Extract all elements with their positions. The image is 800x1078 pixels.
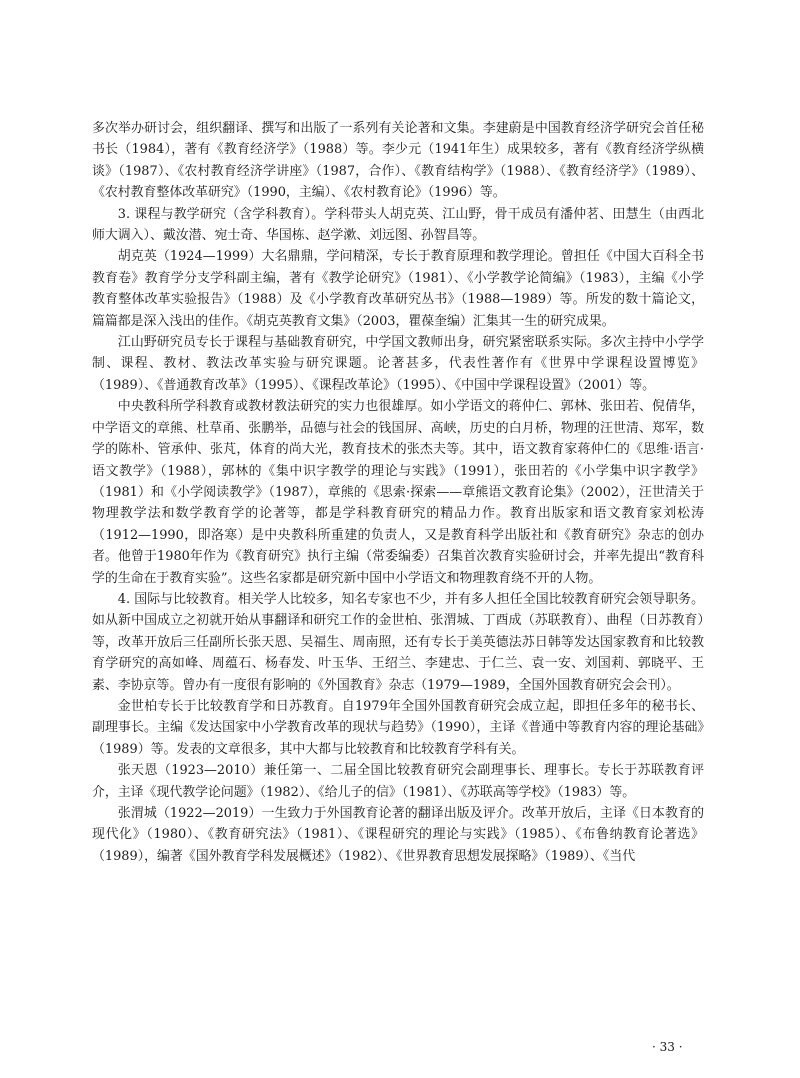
body-text <box>92 118 704 867</box>
paragraph-continuation: 多次举办研讨会，组织翻译、撰写和出版了一系列有关论著和文集。李建蔚是中国教育经济学研究会首任秘书长（1984），著有《教育经济学》（1988）等。李少元（1941年生）成果较多，著有《教育经济学纵横谈》（1987）、《农村教育经济学讲座》（1987，合作）、《教育结构学》（1988）、《教育经济学》（1989）、《农村教育整体改革研究》（1990，主编）、《农村教育论》（1996）等。 <box>92 121 704 201</box>
paragraph-jiang-shanye: 江山野研究员专长于课程与基础教育研究，中学国文教师出身，研究紧密联系实际。多次主持中小学学制、课程、教材、教法改革实验与研究课题。论著甚多，代表性著作有《世界中学课程设置博览》（1989）、《普通教育改革》（1995）、《课程改革论》（1995）、《中国中学课程设置》（2001）等。 <box>92 335 704 393</box>
paragraph-zhang-weicheng: 张渭城（1922—2019）一生致力于外国教育论著的翻译出版及评介。改革开放后，主译《日本教育的现代化》（1980）、《教育研究法》（1981）、《课程研究的理论与实践》（1985）、《布鲁纳教育论著选》（1989），编著《国外教育学科发展概述》（1982）、《世界教育思想发展探略》（1989）、《当代 <box>92 806 704 864</box>
page-number: · 33 · <box>652 1040 683 1054</box>
paragraph-section-3-heading: 3. 课程与教学研究（含学科教育）。学科带头人胡克英、江山野，骨干成员有潘仲茗、田慧生（由西北师大调入）、戴汝潜、宛士奇、华国栋、赵学漱、刘远图、孙智昌等。 <box>92 206 704 244</box>
paragraph-jin-shibai: 金世柏专长于比较教育学和日苏教育。自1979年全国外国教育研究会成立起，即担任多年的秘书长、副理事长。主编《发达国家中小学教育改革的现状与趋势》（1990），主译《普通中等教育内容的理论基础》（1989）等。发表的文章很多，其中大都与比较教育和比较教育学科有关。 <box>92 698 704 757</box>
paragraph-hu-keying: 胡克英（1924—1999）大名鼎鼎，学问精深，专长于教育原理和教学理论。曾担任《中国大百科全书 教育卷》教育学分支学科副主编，著有《教学论研究》（1981）、《小学教学论简编》（1983），主编《小学教育整体改革实验报告》（1988）及《小学教育改革研究丛书》（1988—1989）等。所发的数十篇论文，篇篇都是深入浅出的佳作。《胡克英教育文集》（2003，瞿葆奎编）汇集其一生的研究成果。 <box>92 249 704 329</box>
paragraph-subject-education: 中央教科所学科教育或教材教法研究的实力也很雄厚。如小学语文的蒋仲仁、郭林、张田若、倪倩华，中学语文的章熊、杜草甬、张鹏举，品德与社会的钱国屏、高峡，历史的白月桥，物理的汪世清、郑军，数学的陈朴、管承仲、张芃，体育的尚大光，教育技术的张杰夫等。其中，语文教育家蒋仲仁的《思维·语言·语文教学》（1988），郭林的《集中识字教学的理论与实践》（1991），张田若的《小学集中识字教学》（1981）和《小学阅读教学》（1987），章熊的《思索·探索——章熊语文教育论集》（2002），汪世清关于物理教学法和数学教育学的论著等，都是学科教育研究的精品力作。教育出版家和语文教育家刘松涛（1912—1990，即洛寒）是中央教科所重建的负责人，又是教育科学出版社和《教育研究》杂志的创办者。他曾于1980年作为《教育研究》执行主编（常委编委）召集首次教育实验研讨会，并率先提出“教育科学的生命在于教育实验”。这些名家都是研究新中国中小学语文和物理教育绕不开的人物。 <box>92 399 704 586</box>
paragraph-zhang-tianen: 张天恩（1923—2010）兼任第一、二届全国比较教育研究会副理事长、理事长。专长于苏联教育评介，主译《现代教学论问题》（1982）、《给儿子的信》（1981）、《苏联高等学校》（1983）等。 <box>92 763 704 800</box>
paragraph-section-4-heading: 4. 国际与比较教育。相关学人比较多，知名专家也不少，并有多人担任全国比较教育研究会领导职务。如从新中国成立之初就开始从事翻译和研究工作的金世柏、张渭城、丁酉成（苏联教育）、曲程（日苏教育）等，改革开放后三任副所长张天恩、吴福生、周南照，还有专长于美英德法苏日韩等发达国家教育和比较教育学研究的高如峰、周蕴石、杨春发、叶玉华、王绍兰、李建忠、于仁兰、袁一安、刘国莉、郭晓平、王素、李协京等。曾办有一度很有影响的《外国教育》杂志（1979—1989，全国外国教育研究会会刊）。 <box>92 591 704 693</box>
